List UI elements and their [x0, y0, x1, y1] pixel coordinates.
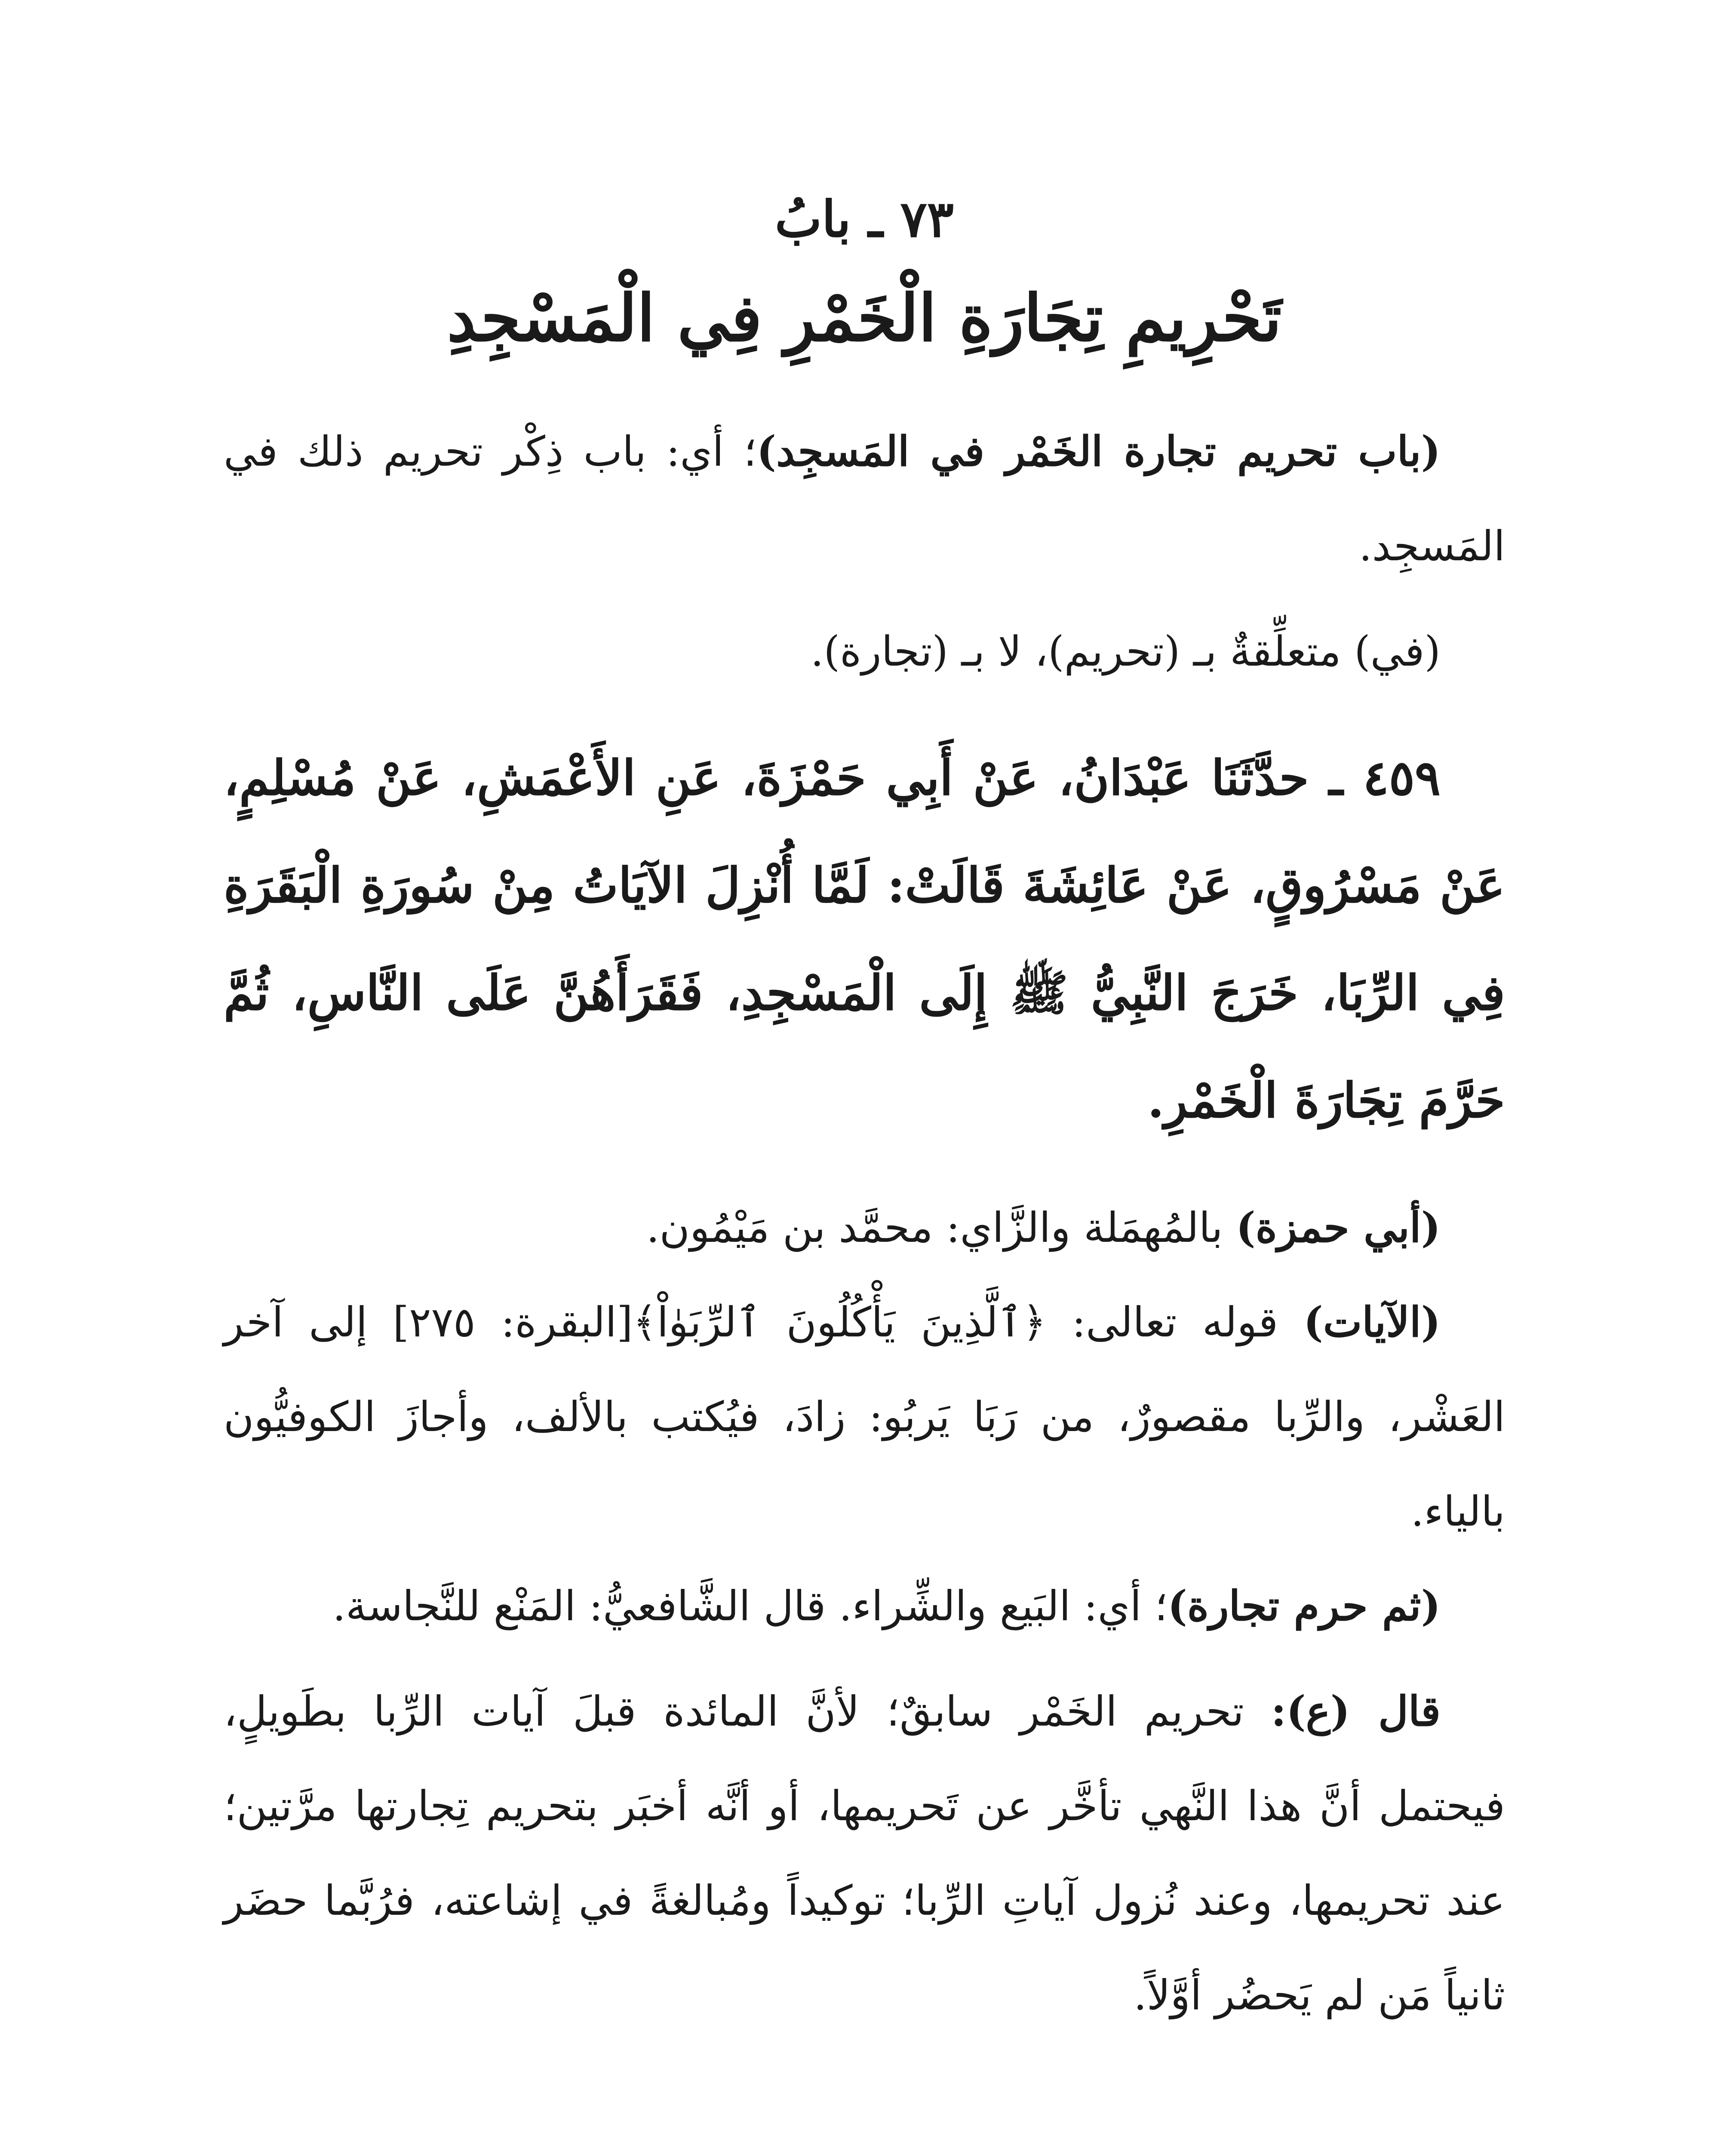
- commentary-heading-3: (ثم حرم تجارة): [1168, 1582, 1441, 1630]
- chapter-number: ٧٣ ـ بابُ: [774, 190, 954, 249]
- intro-paragraph-2: (في) متعلِّقةٌ بـ (تحريم)، لا بـ (تجارة).: [810, 627, 1441, 676]
- commentary-text-3: ؛ أي: البَيع والشِّراء. قال الشَّافعيُّ: المَنْع للنَّجاسة.: [332, 1582, 1168, 1630]
- chapter-title: تَحْرِيمِ تِجَارَةِ الْخَمْرِ فِي الْمَسْجِدِ: [447, 280, 1282, 356]
- commentary-text-4: تحريم الخَمْر سابقٌ؛ لأنَّ المائدة قبلَ آيات الرِّبا بطَويلٍ، فيحتمل أنَّ هذا النَّهي تأخَّر عن تَحريمها، أو أنَّه أخبَر بتحريم تِجارتها مرَّتين؛ عند تحريمها، وعند نُزول آياتِ الرِّبا؛ توكيداً ومُبالغةً في إشاعته، فرُبَّما حضَر ثانياً مَن لم يَحضُر أوَّلاً.: [224, 1687, 1506, 2019]
- commentary-heading-2: (الآيات): [1303, 1298, 1441, 1346]
- commentary-text-1: بالمُهمَلة والزَّاي: محمَّد بن مَيْمُون.: [646, 1204, 1236, 1252]
- intro-heading: (باب تحريم تجارة الخَمْر في المَسجِد): [756, 427, 1441, 476]
- intro-text: ؛ أي: باب ذِكْر تحريم ذلك في المَسجِد.: [224, 427, 1505, 570]
- book-page: [224, 185, 1505, 2150]
- commentary-paragraph-3: [224, 1559, 1505, 1653]
- commentary-paragraph-4: [224, 1664, 1505, 2042]
- intro-paragraph-1: [224, 404, 1505, 593]
- commentary-text-2: قوله تعالى: ﴿ٱلَّذِينَ يَأْكُلُونَ ٱلرِّبَوٰاْ﴾[البقرة: ٢٧٥] إلى آخر العَشْر، والرِّبا مقصورٌ، من رَبَا يَربُو: زادَ، فيُكتب بالألف، وأجازَ الكوفيُّون بالياء.: [224, 1298, 1505, 1536]
- commentary-paragraph-1: [224, 1180, 1505, 1275]
- hadith-text: ٤٥٩ ـ حدَّثَنَا عَبْدَانُ، عَنْ أَبِي حَمْزَةَ، عَنِ الأَعْمَشِ، عَنْ مُسْلِمٍ، عَنْ مَسْرُوقٍ، عَنْ عَائِشَةَ قَالَتْ: لَمَّا أُنْزِلَ الآيَاتُ مِنْ سُورَةِ الْبَقَرَةِ فِي الرِّبَا، خَرَجَ النَّبِيُّ ﷺ إِلَى الْمَسْجِدِ، فَقَرَأَهُنَّ عَلَى النَّاسِ، ثُمَّ حَرَّمَ تِجَارَةَ الْخَمْرِ.: [224, 750, 1505, 1129]
- commentary-heading-4: قال (ع):: [1271, 1687, 1441, 1735]
- commentary-heading-1: (أبي حمزة): [1236, 1203, 1441, 1252]
- commentary-paragraph-2: [224, 1275, 1505, 1559]
